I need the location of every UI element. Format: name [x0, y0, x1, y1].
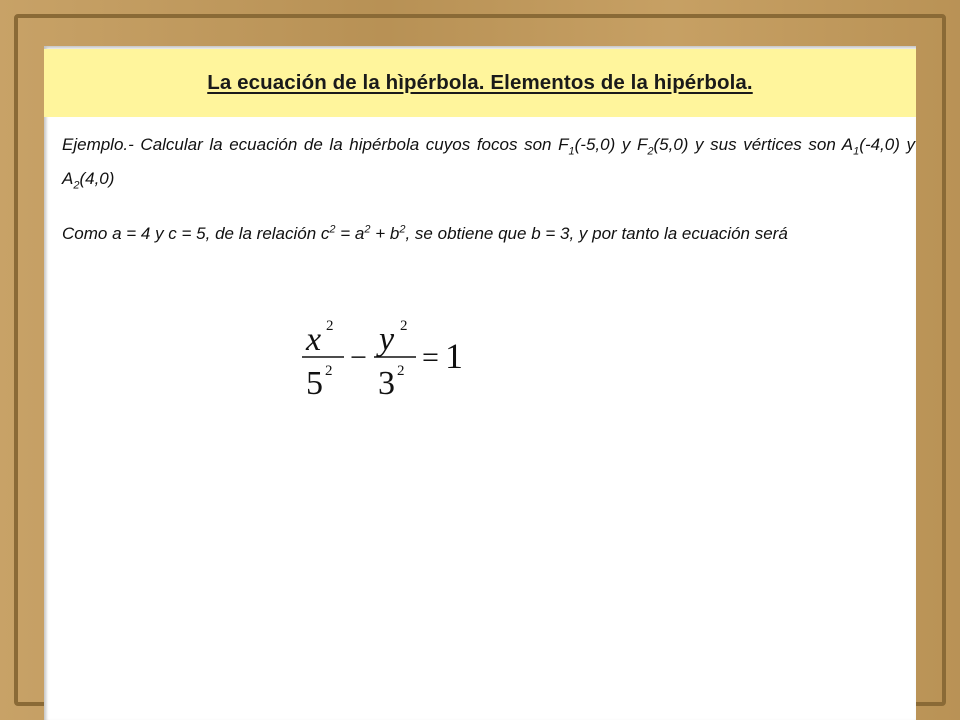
- example-text-2: (-5,0) y F: [574, 135, 648, 154]
- example-text-1: Ejemplo.- Calcular la ecuación de la hipérbola cuyos focos son F: [62, 135, 569, 154]
- eq-minus-sign: −: [350, 341, 367, 374]
- example-text-3: (5,0) y sus vértices son A: [653, 135, 854, 154]
- eq-numerator-x: x: [306, 321, 322, 358]
- focus-subscript-1: 1: [568, 145, 575, 158]
- vertex-subscript-1: 1: [853, 145, 860, 158]
- solution-text-1: Como a = 4 y c = 5, de la relación c: [62, 224, 330, 243]
- solution-text-2: = a: [335, 224, 365, 243]
- page-title: La ecuación de la hìpérbola. Elementos de la hipérbola.: [207, 71, 753, 94]
- solution-text-3: + b: [370, 224, 400, 243]
- c-exponent: 2: [329, 223, 336, 236]
- eq-numerator-x-exp: 2: [326, 318, 334, 334]
- eq-denominator-3-exp: 2: [397, 363, 405, 379]
- eq-denominator-3: 3: [378, 365, 395, 402]
- example-paragraph: [62, 128, 915, 196]
- eq-numerator-y-exp: 2: [400, 318, 408, 334]
- solution-text-4: , se obtiene que b = 3, y por tanto la ecuación será: [405, 224, 788, 243]
- hyperbola-equation: [300, 310, 490, 410]
- eq-equals-sign: =: [422, 341, 439, 374]
- focus-subscript-2: 2: [647, 145, 654, 158]
- example-text-4: (-4,0) y A: [62, 135, 916, 188]
- a-exponent: 2: [364, 223, 371, 236]
- vertex-subscript-2: 2: [73, 179, 80, 192]
- eq-rhs-one: 1: [445, 336, 463, 376]
- b-exponent: 2: [399, 223, 406, 236]
- eq-denominator-5: 5: [306, 365, 323, 402]
- solution-paragraph: [62, 217, 915, 251]
- eq-numerator-y: y: [379, 321, 395, 358]
- eq-denominator-5-exp: 2: [325, 363, 333, 379]
- example-text-5: (4,0): [79, 169, 115, 188]
